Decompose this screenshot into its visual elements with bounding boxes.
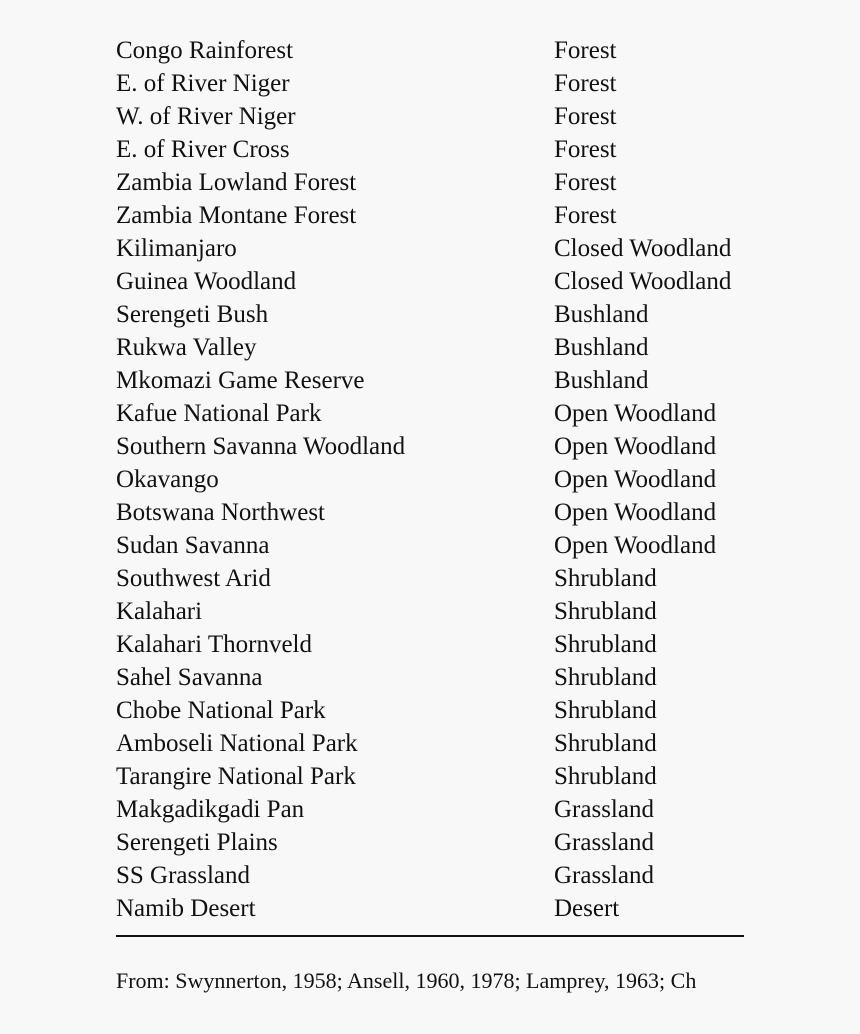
table-row — [116, 694, 744, 727]
site-name-cell: Serengeti Plains — [116, 829, 278, 856]
site-name-cell: Southwest Arid — [116, 565, 271, 592]
site-name-cell: W. of River Niger — [116, 103, 296, 130]
table-row — [116, 397, 744, 430]
habitat-type-cell: Open Woodland — [554, 433, 717, 460]
site-name-cell: Zambia Montane Forest — [116, 202, 357, 229]
table-row — [116, 463, 744, 496]
table-row — [116, 727, 744, 760]
table-row — [116, 661, 744, 694]
table-row — [116, 826, 744, 859]
table-row — [116, 133, 744, 166]
habitat-type-cell: Grassland — [554, 862, 654, 889]
table-row — [116, 166, 744, 199]
table-row — [116, 265, 744, 298]
table-row — [116, 100, 744, 133]
habitat-type-cell: Shrubland — [554, 631, 657, 658]
table-row — [116, 793, 744, 826]
habitat-type-cell: Closed Woodland — [554, 268, 732, 295]
table-row — [116, 34, 744, 67]
site-name-cell: E. of River Cross — [116, 136, 290, 163]
site-name-cell: Okavango — [116, 466, 219, 493]
habitat-type-cell: Bushland — [554, 334, 649, 361]
site-name-cell: Southern Savanna Woodland — [116, 433, 406, 460]
site-name-cell: Serengeti Bush — [116, 301, 269, 328]
site-name-cell: Kalahari Thornveld — [116, 631, 312, 658]
site-name-cell: Kafue National Park — [116, 400, 322, 427]
habitat-type-cell: Forest — [554, 37, 617, 64]
habitat-type-cell: Shrubland — [554, 664, 657, 691]
habitat-type-cell: Forest — [554, 169, 617, 196]
table-row — [116, 232, 744, 265]
habitat-type-cell: Forest — [554, 70, 617, 97]
site-name-cell: Chobe National Park — [116, 697, 326, 724]
habitat-type-cell: Shrubland — [554, 763, 657, 790]
habitat-type-cell: Shrubland — [554, 730, 657, 757]
habitat-type-cell: Forest — [554, 103, 617, 130]
habitat-table — [116, 34, 744, 925]
habitat-type-cell: Bushland — [554, 367, 649, 394]
site-name-cell: Zambia Lowland Forest — [116, 169, 357, 196]
site-name-cell: Congo Rainforest — [116, 37, 294, 64]
habitat-type-cell: Desert — [554, 895, 620, 922]
habitat-type-cell: Open Woodland — [554, 532, 717, 559]
table-row — [116, 364, 744, 397]
table-row — [116, 892, 744, 925]
table-row — [116, 595, 744, 628]
habitat-type-cell: Forest — [554, 136, 617, 163]
table-row — [116, 760, 744, 793]
table-row — [116, 562, 744, 595]
habitat-type-cell: Bushland — [554, 301, 649, 328]
site-name-cell: Namib Desert — [116, 895, 256, 922]
site-name-cell: Rukwa Valley — [116, 334, 257, 361]
table-row — [116, 496, 744, 529]
habitat-type-cell: Open Woodland — [554, 400, 717, 427]
site-name-cell: Kilimanjaro — [116, 235, 237, 262]
table-row — [116, 529, 744, 562]
habitat-type-cell: Open Woodland — [554, 466, 717, 493]
site-name-cell: Tarangire National Park — [116, 763, 356, 790]
table-row — [116, 430, 744, 463]
table-row — [116, 298, 744, 331]
site-name-cell: Sahel Savanna — [116, 664, 263, 691]
site-name-cell: E. of River Niger — [116, 70, 290, 97]
habitat-type-cell: Grassland — [554, 796, 654, 823]
habitat-type-cell: Grassland — [554, 829, 654, 856]
table-footnote: From: Swynnerton, 1958; Ansell, 1960, 1978; Lamprey, 1963; Ch — [116, 968, 697, 993]
table-row — [116, 331, 744, 364]
site-name-cell: Mkomazi Game Reserve — [116, 367, 365, 394]
habitat-type-cell: Shrubland — [554, 697, 657, 724]
table-row — [116, 67, 744, 100]
habitat-type-cell: Forest — [554, 202, 617, 229]
habitat-type-cell: Shrubland — [554, 598, 657, 625]
site-name-cell: Guinea Woodland — [116, 268, 297, 295]
site-name-cell: Kalahari — [116, 598, 203, 625]
site-name-cell: Makgadikgadi Pan — [116, 796, 305, 823]
site-name-cell: Amboseli National Park — [116, 730, 358, 757]
site-name-cell: SS Grassland — [116, 862, 251, 889]
habitat-type-cell: Shrubland — [554, 565, 657, 592]
table-row — [116, 628, 744, 661]
habitat-type-cell: Open Woodland — [554, 499, 717, 526]
habitat-type-cell: Closed Woodland — [554, 235, 732, 262]
table-bottom-rule — [116, 935, 744, 937]
site-name-cell: Botswana Northwest — [116, 499, 325, 526]
site-name-cell: Sudan Savanna — [116, 532, 270, 559]
table-row — [116, 199, 744, 232]
table-row — [116, 859, 744, 892]
